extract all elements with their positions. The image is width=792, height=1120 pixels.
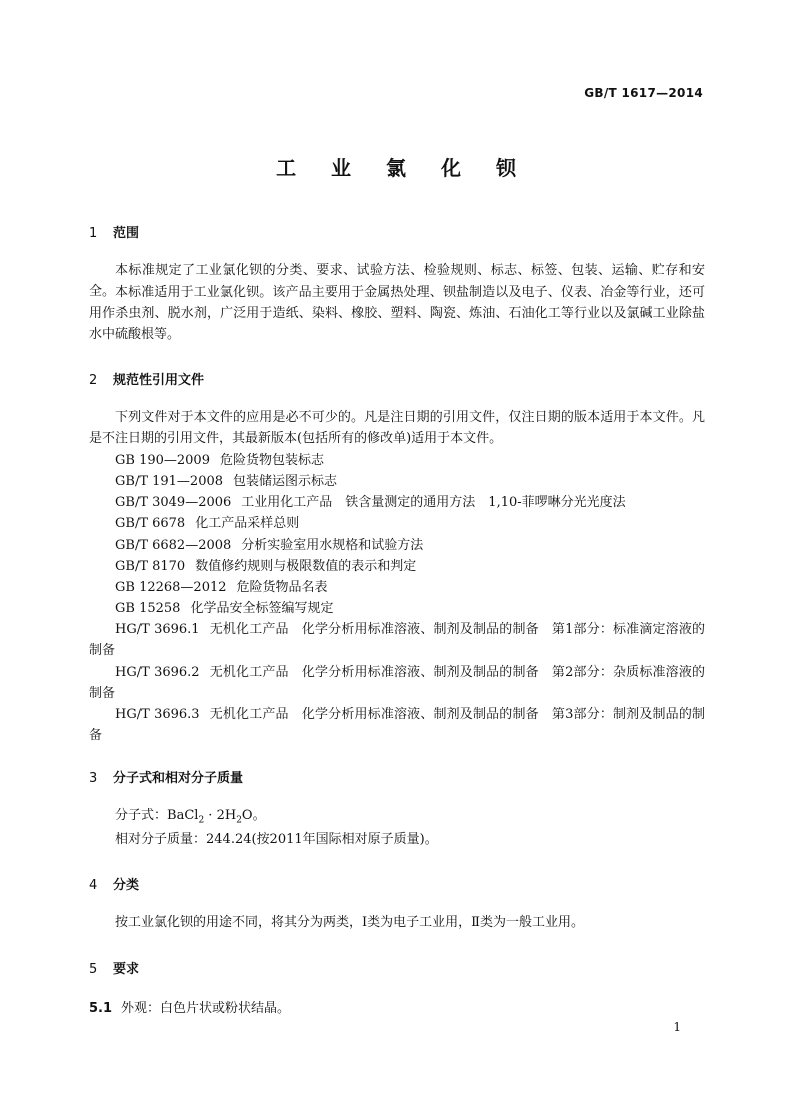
clause-5-1 [89, 997, 290, 1016]
scope-paragraph-2: 本标准适用于工业氯化钡。该产品主要用于金属热处理、钡盐制造以及电子、仪表、冶金等行业，还可用作杀虫剂、脱水剂，广泛用于造纸、染料、橡胶、塑料、陶瓷、炼油、石油化工等行业以及氯碱工业除盐水中硫酸根等。 [89, 285, 705, 343]
section-5-heading [89, 958, 139, 977]
reference-item [89, 619, 705, 661]
reference-item [115, 513, 705, 534]
reference-code: GB/T 3049—2006 [115, 495, 232, 510]
reference-code: GB/T 8170 [115, 559, 186, 574]
section-number: 1 [89, 226, 98, 241]
formula-part-1: BaCl [167, 808, 199, 823]
reference-code: HG/T 3696.1 [115, 622, 200, 637]
formula-part-3: O。 [241, 808, 266, 823]
reference-title: 危险货物品名表 [236, 580, 328, 595]
reference-code: HG/T 3696.3 [115, 707, 200, 722]
clause-number: 5.1 [89, 1001, 113, 1016]
standard-code: GB/T 1617—2014 [584, 86, 703, 100]
section-title: 分子式和相对分子质量 [113, 771, 244, 786]
section-1-heading [89, 222, 139, 241]
section-number: 4 [89, 878, 98, 893]
formula-subscript-2: 2 [236, 815, 242, 826]
formula-part-2: · 2H [204, 808, 237, 823]
reference-item [115, 492, 705, 513]
section-title: 要求 [113, 962, 140, 977]
classification-paragraph: 按工业氯化钡的用途不同，将其分为两类，Ⅰ类为电子工业用，Ⅱ类为一般工业用。 [115, 915, 584, 930]
section-number: 2 [89, 373, 98, 388]
section-title: 范围 [113, 226, 140, 241]
reference-code: GB/T 191—2008 [115, 474, 224, 489]
references-intro: 下列文件对于本文件的应用是必不可少的。凡是注日期的引用文件，仅注日期的版本适用于本文件。凡是不注日期的引用文件，其最新版本(包括所有的修改单)适用于本文件。 [89, 410, 705, 447]
reference-title: 分析实验室用水规格和试验方法 [241, 538, 424, 553]
reference-item [115, 577, 705, 598]
reference-code: GB 15258 [115, 601, 181, 616]
reference-title: 化工产品采样总则 [195, 516, 300, 531]
section-number: 5 [89, 962, 98, 977]
reference-title: 工业用化工产品 铁含量测定的通用方法 1,10-菲啰啉分光光度法 [241, 495, 626, 510]
section-number: 3 [89, 771, 98, 786]
reference-title: 化学品安全标签编写规定 [190, 601, 334, 616]
section-title: 规范性引用文件 [113, 373, 205, 388]
section-3-heading [89, 767, 243, 786]
reference-title: 无机化工产品 化学分析用标准溶液、制剂及制品的制备 第2部分：杂质标准溶液的制备 [89, 665, 705, 702]
reference-item [115, 471, 705, 492]
reference-title: 数值修约规则与极限数值的表示和判定 [195, 559, 417, 574]
reference-item [115, 598, 705, 619]
reference-title: 无机化工产品 化学分析用标准溶液、制剂及制品的制备 第3部分：制剂及制品的制备 [89, 707, 705, 744]
section-2-heading [89, 369, 204, 388]
reference-item [115, 556, 705, 577]
reference-title: 包装储运图示标志 [233, 474, 338, 489]
reference-code: GB 12268—2012 [115, 580, 227, 595]
scope-paragraph-1: 本标准规定了工业氯化钡的分类、要求、试验方法、检验规则、标志、标签、包装、运输、贮存和安全。 [89, 263, 705, 300]
formula-subscript-1: 2 [198, 815, 205, 826]
reference-code: GB/T 6682—2008 [115, 538, 232, 553]
molecular-formula [115, 805, 705, 832]
reference-code: HG/T 3696.2 [115, 665, 200, 680]
page-number: 1 [673, 1020, 681, 1034]
clause-text: 外观：白色片状或粉状结晶。 [121, 1001, 291, 1016]
reference-item [115, 535, 705, 556]
document-title: 工 业 氯 化 钡 [276, 156, 530, 180]
reference-item [89, 704, 705, 746]
reference-code: GB 190—2009 [115, 453, 210, 468]
reference-title: 危险货物包装标志 [219, 453, 324, 468]
reference-code: GB/T 6678 [115, 516, 186, 531]
reference-title: 无机化工产品 化学分析用标准溶液、制剂及制品的制备 第1部分：标准滴定溶液的制备 [89, 622, 705, 659]
reference-item [115, 450, 705, 471]
relative-molecular-mass: 相对分子质量：244.24(按2011年国际相对原子质量)。 [115, 832, 438, 847]
section-title: 分类 [113, 878, 140, 893]
section-4-heading [89, 874, 139, 893]
formula-label: 分子式： [115, 808, 168, 823]
reference-item [89, 662, 705, 704]
